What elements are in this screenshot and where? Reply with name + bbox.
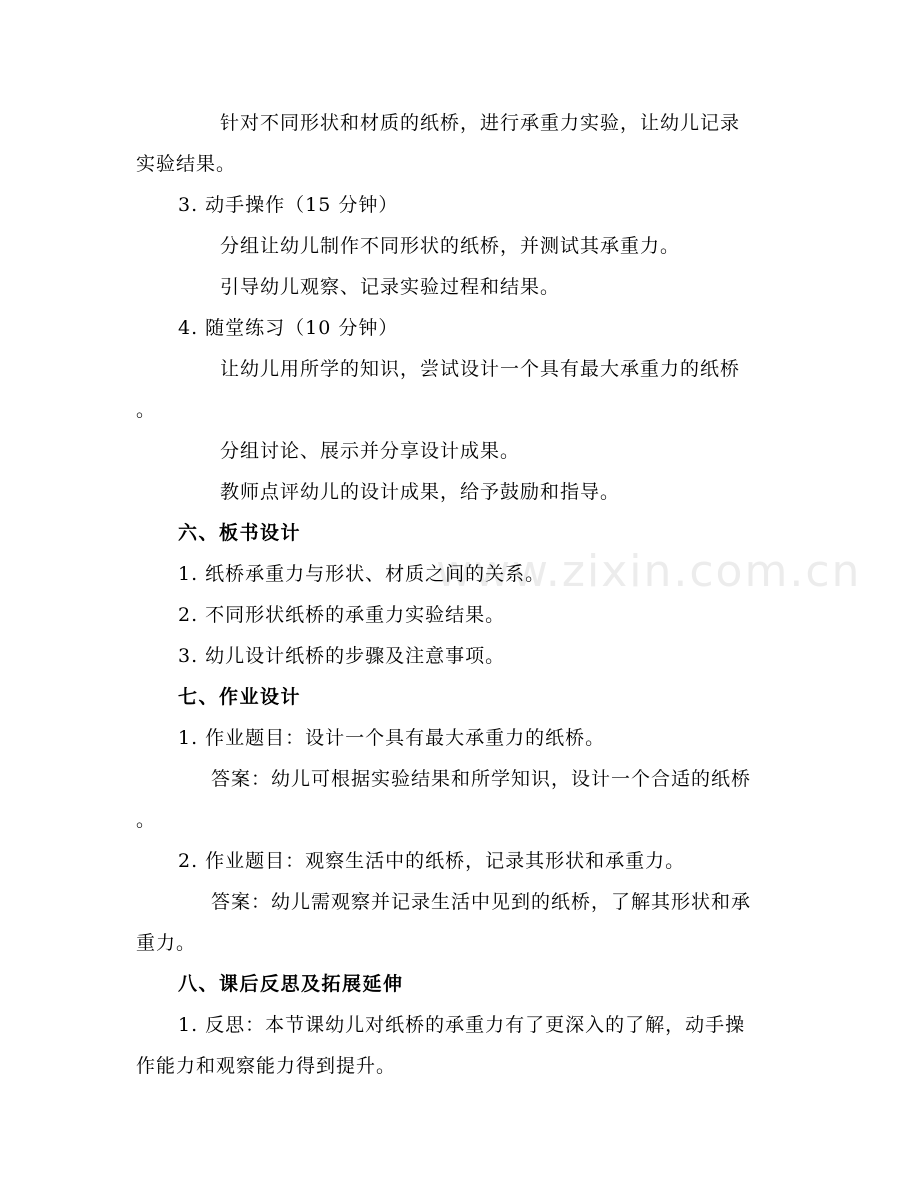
list-item: 3. 幼儿设计纸桥的步骤及注意事项。 [178,645,506,667]
watermark: www.zixin.com.cn [436,546,862,597]
list-item: 4. 随堂练习（10 分钟） [178,317,399,339]
paragraph-line: 答案：幼儿需观察并记录生活中见到的纸桥，了解其形状和承 [211,891,752,913]
paragraph-line: 重力。 [136,932,197,954]
section-heading: 六、板书设计 [178,522,302,544]
section-heading: 七、作业设计 [178,686,302,708]
paragraph-line: 作能力和观察能力得到提升。 [136,1055,397,1077]
paragraph-line: 。 [136,809,157,831]
paragraph-line: 让幼儿用所学的知识，尝试设计一个具有最大承重力的纸桥 [220,358,741,380]
list-item: 3. 动手操作（15 分钟） [178,194,399,216]
paragraph-line: 引导幼儿观察、记录实验过程和结果。 [220,276,561,298]
paragraph-line: 分组讨论、展示并分享设计成果。 [220,440,521,462]
paragraph-line: 教师点评幼儿的设计成果，给予鼓励和指导。 [220,481,621,503]
list-item: 1. 纸桥承重力与形状、材质之间的关系。 [178,563,546,585]
paragraph-line: 答案：幼儿可根据实验结果和所学知识，设计一个合适的纸桥 [211,768,752,790]
paragraph-line: 实验结果。 [136,153,237,175]
list-item: 1. 反思：本节课幼儿对纸桥的承重力有了更深入的了解，动手操 [178,1014,746,1036]
list-item: 2. 作业题目：观察生活中的纸桥，记录其形状和承重力。 [178,850,686,872]
list-item: 2. 不同形状纸桥的承重力实验结果。 [178,604,506,626]
paragraph-line: 分组让幼儿制作不同形状的纸桥，并测试其承重力。 [220,235,681,257]
section-heading: 八、课后反思及拓展延伸 [178,973,404,995]
paragraph-line: 针对不同形状和材质的纸桥，进行承重力实验，让幼儿记录 [220,112,741,134]
list-item: 1. 作业题目：设计一个具有最大承重力的纸桥。 [178,727,606,749]
paragraph-line: 。 [136,399,157,421]
